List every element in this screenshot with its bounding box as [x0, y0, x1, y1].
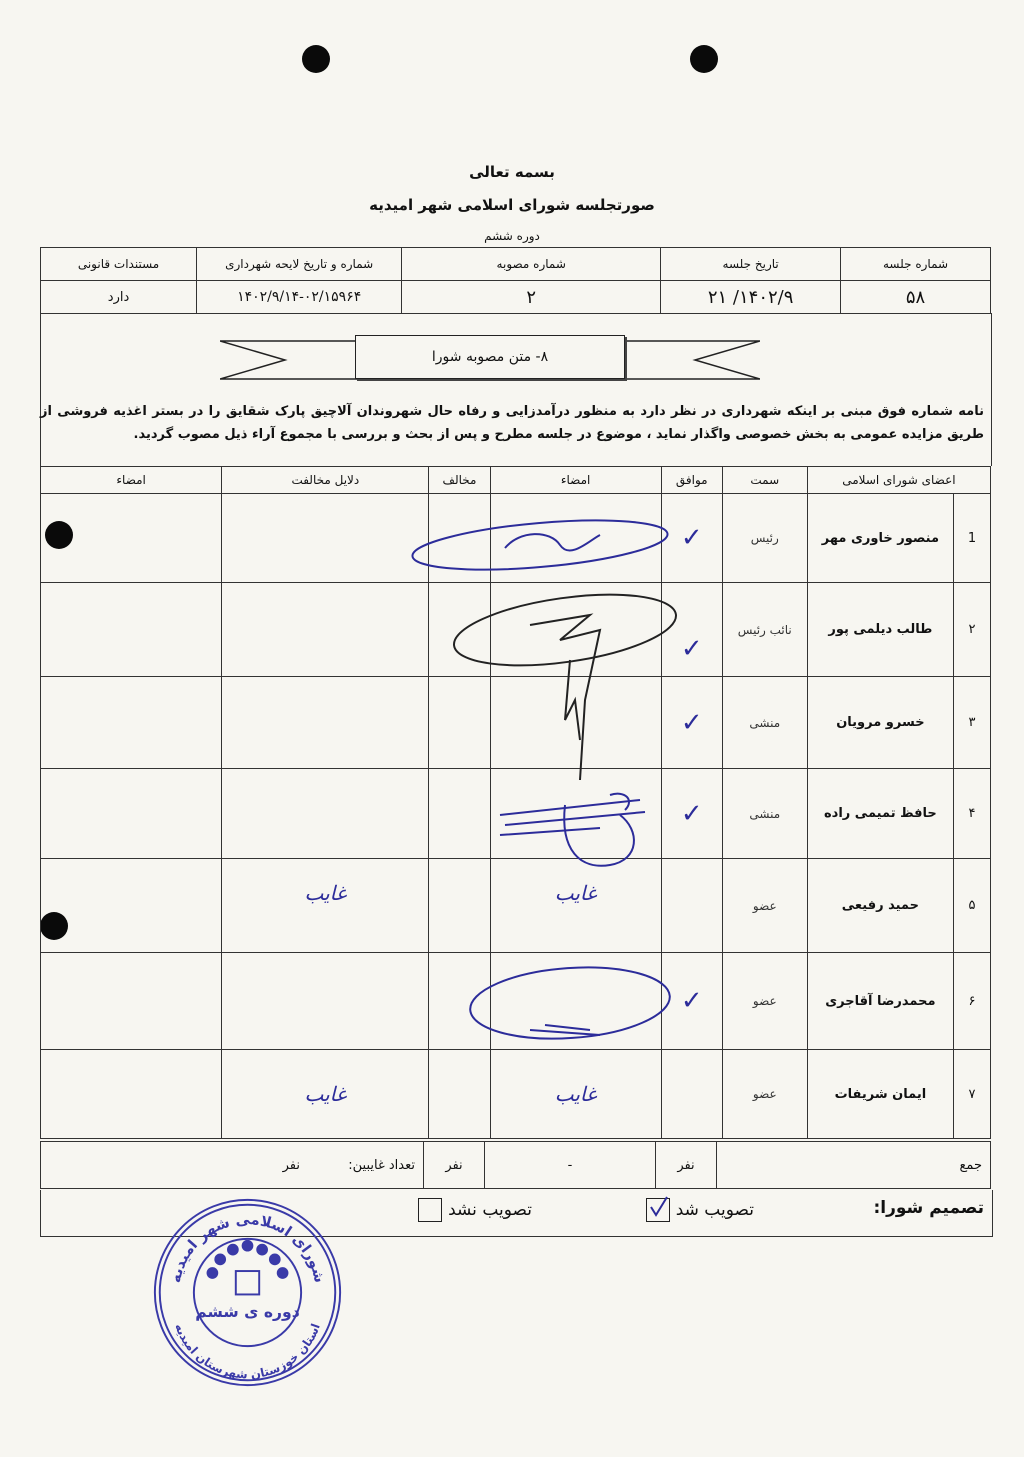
- member-role: عضو: [722, 859, 807, 953]
- members-vote-table: [40, 466, 991, 1139]
- not-approved-label: تصویب نشد: [448, 1200, 532, 1220]
- resolution-number-header: شماره مصوبه: [402, 248, 661, 281]
- section-ribbon: [220, 333, 760, 385]
- member-name: حافظ تمیمی راده: [807, 769, 953, 859]
- signature2-column-header: امضاء: [41, 467, 222, 494]
- oppose-cell: [429, 494, 490, 583]
- oppose-cell: [429, 583, 490, 677]
- member-name: طالب دیلمی پور: [807, 583, 953, 677]
- agree-count-unit: نفر: [656, 1142, 717, 1189]
- oppose-cell: [429, 677, 490, 769]
- summary-table: [40, 1141, 991, 1189]
- approved-checkbox[interactable]: [646, 1198, 670, 1222]
- reason-cell: [222, 769, 429, 859]
- legal-docs-value: دارد: [41, 281, 197, 314]
- seal-bottom-text: استان خوزستان شهرستان امیدیه: [172, 1321, 323, 1382]
- absent-count-unit: نفر: [282, 1157, 300, 1173]
- row-number: ۲: [953, 583, 990, 677]
- resolution-body-text: نامه شماره فوق مبنی بر اینکه شهرداری در نظر دارد به منظور درآمدزایی و رفاه حال شهروندان آلاچیق پارک شقایق را در بستر اغذیه فروشی از طریق مزایده عمومی به بخش خصوصی واگذار نماید ، موضوع در جلسه مطرح و پس از بحث و بررسی با مجموع آراء ذیل مصوب گردید.: [40, 404, 984, 442]
- session-date-header: تاریخ جلسه: [661, 248, 841, 281]
- member-role: نائب رئیس: [722, 583, 807, 677]
- bill-number-value: ۱۴۰۲/۹/۱۴-۰۲/۱۵۹۶۴: [197, 281, 402, 314]
- agree-check-icon: ✓: [680, 523, 703, 553]
- signature2-cell: [41, 859, 222, 953]
- total-label: جمع: [717, 1142, 991, 1189]
- member-role: رئیس: [722, 494, 807, 583]
- absent-handwritten: غایب: [304, 881, 347, 905]
- members-column-header: اعضای شورای اسلامی: [807, 467, 990, 494]
- member-name: منصور خاوری مهر: [807, 494, 953, 583]
- approved-option[interactable]: [646, 1198, 754, 1222]
- absent-handwritten: غایب: [554, 881, 597, 905]
- agree-column-header: موافق: [661, 467, 722, 494]
- table-row: [41, 583, 991, 677]
- seal-period-text: دوره ی ششم: [195, 1302, 300, 1321]
- check-icon: [647, 1195, 669, 1217]
- reason-cell: [222, 494, 429, 583]
- member-name: محمدرضا آقاجری: [807, 953, 953, 1050]
- council-period: دوره ششم: [484, 229, 540, 243]
- member-role: منشی: [722, 769, 807, 859]
- signature2-cell: [41, 953, 222, 1050]
- punch-hole: [690, 45, 718, 73]
- agree-cell: [661, 859, 722, 953]
- signature2-cell: [41, 1050, 222, 1139]
- table-row: [41, 953, 991, 1050]
- agree-check-icon: ✓: [680, 634, 703, 664]
- member-name: حمید رفیعی: [807, 859, 953, 953]
- row-number: ۷: [953, 1050, 990, 1139]
- row-number: 1: [953, 494, 990, 583]
- row-number: ۶: [953, 953, 990, 1050]
- session-number-header: شماره جلسه: [841, 248, 991, 281]
- signature2-cell: [41, 494, 222, 583]
- member-name: خسرو مرویان: [807, 677, 953, 769]
- member-name: ایمان شریفات: [807, 1050, 953, 1139]
- agree-check-icon: ✓: [680, 798, 703, 829]
- member-role: عضو: [722, 953, 807, 1050]
- session-date-value: ۱۴۰۲/۹/ ۲۱: [661, 281, 841, 314]
- oppose-cell: [429, 769, 490, 859]
- row-number: ۴: [953, 769, 990, 859]
- oppose-cell: [429, 1050, 490, 1139]
- council-seal: [150, 1195, 345, 1390]
- signature-cell: [490, 677, 661, 769]
- role-column-header: سمت: [722, 467, 807, 494]
- not-approved-option[interactable]: [418, 1198, 532, 1222]
- approved-label: تصویب شد: [675, 1200, 754, 1220]
- session-info-table: [40, 247, 991, 314]
- signature-cell: [490, 953, 661, 1050]
- table-row: [41, 769, 991, 859]
- agree-cell: [661, 1050, 722, 1139]
- row-number: ۵: [953, 859, 990, 953]
- session-number-value: ۵۸: [841, 281, 991, 314]
- signature-dash: -: [485, 1142, 656, 1189]
- reason-cell: [222, 953, 429, 1050]
- punch-hole: [302, 45, 330, 73]
- agree-check-icon: ✓: [680, 986, 703, 1016]
- bismillah-heading: بسمه تعالی: [469, 163, 555, 181]
- absent-count-label: تعداد غایبین:: [348, 1157, 415, 1173]
- oppose-column-header: مخالف: [429, 467, 490, 494]
- decision-label: تصمیم شورا:: [873, 1198, 984, 1218]
- signature-column-header: امضاء: [490, 467, 661, 494]
- signature2-cell: [41, 769, 222, 859]
- signature-cell: [490, 494, 661, 583]
- reason-cell: [222, 677, 429, 769]
- oppose-count-unit: نفر: [424, 1142, 485, 1189]
- member-role: منشی: [722, 677, 807, 769]
- member-role: عضو: [722, 1050, 807, 1139]
- table-row: [41, 859, 991, 953]
- resolution-number-value: ۲: [402, 281, 661, 314]
- oppose-reasons-column-header: دلایل مخالفت: [222, 467, 429, 494]
- table-row: [41, 1050, 991, 1139]
- signature2-cell: [41, 583, 222, 677]
- oppose-cell: [429, 953, 490, 1050]
- reason-cell: [222, 583, 429, 677]
- signature-cell: [490, 583, 661, 677]
- not-approved-checkbox[interactable]: [418, 1198, 442, 1222]
- agree-check-icon: ✓: [680, 707, 703, 738]
- oppose-cell: [429, 859, 490, 953]
- legal-docs-header: مستندات قانونی: [41, 248, 197, 281]
- bill-number-header: شماره و تاریخ لایحه شهرداری: [197, 248, 402, 281]
- absent-handwritten: غایب: [304, 1082, 347, 1106]
- section-title: ۸- متن مصوبه شورا: [355, 335, 625, 379]
- table-row: [41, 494, 991, 583]
- signature2-cell: [41, 677, 222, 769]
- absent-handwritten: غایب: [554, 1082, 597, 1106]
- row-number: ۳: [953, 677, 990, 769]
- table-row: [41, 677, 991, 769]
- seal-top-text: شورای اسلامی شهر امیدیه: [166, 1210, 329, 1285]
- signature-cell: [490, 769, 661, 859]
- document-title: صورتجلسه شورای اسلامی شهر امیدیه: [369, 196, 655, 214]
- svg-text:استان خوزستان شهرستان امیدیه: [172, 1322, 323, 1382]
